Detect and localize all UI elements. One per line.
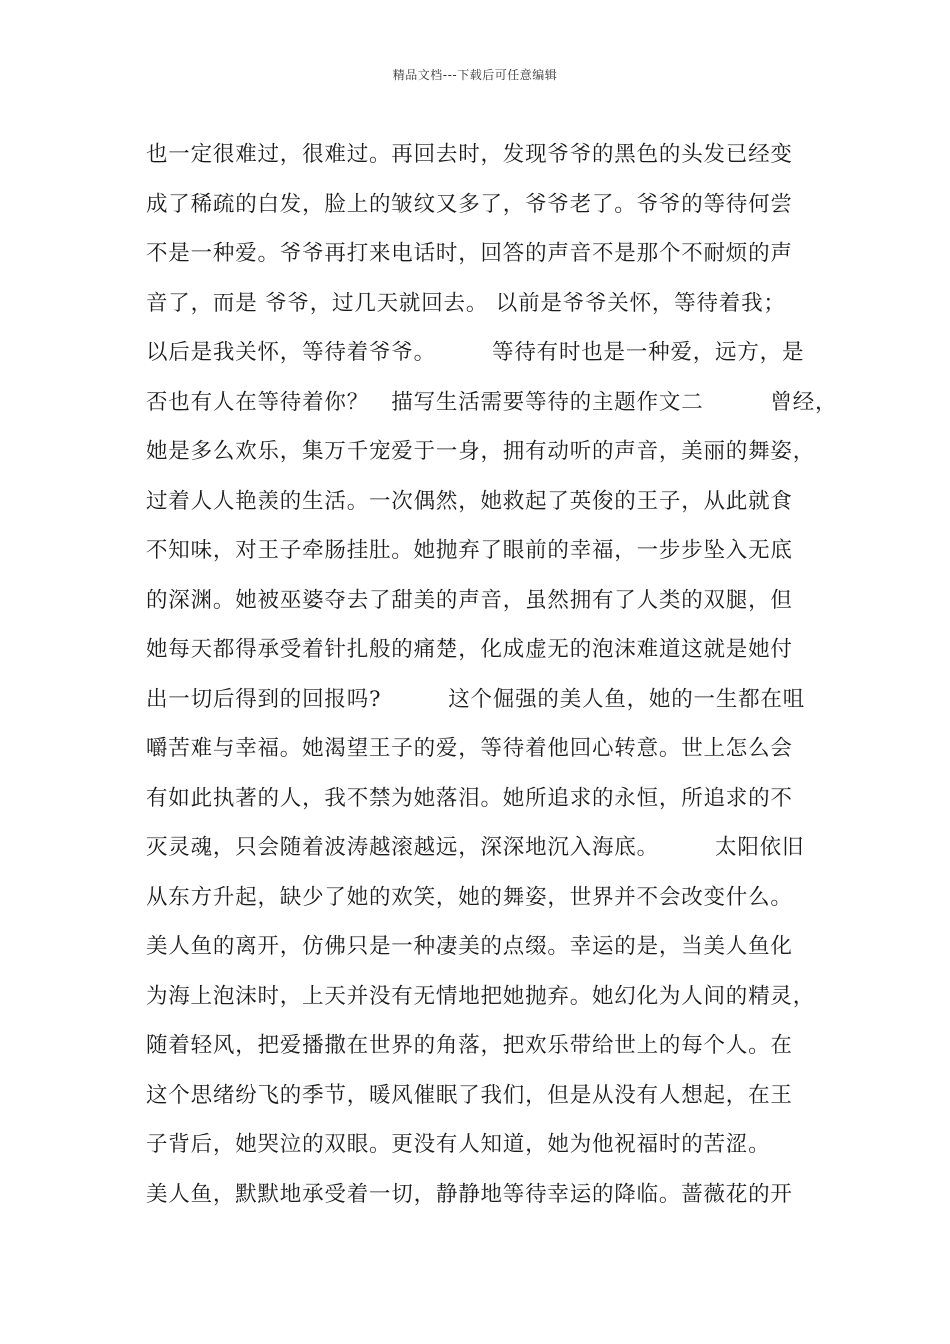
text-line: 的深渊。她被巫婆夺去了甜美的声音，虽然拥有了人类的双腿，但 — [146, 587, 793, 613]
text-line: 以后是我关怀，等待着爷爷。 等待有时也是一种爱，远方，是 — [146, 340, 805, 365]
text-line: 子背后，她哭泣的双眼。更没有人知道，她为他祝福时的苦涩。 — [146, 1132, 771, 1157]
text-line: 否也有人在等待着你？ 描写生活需要等待的主题作文二 曾经， — [146, 389, 838, 415]
page-header: 精品文档---下载后可任意编辑 — [392, 68, 558, 82]
text-line: 成了稀疏的白发，脸上的皱纹又多了，爷爷老了。爷爷的等待何尝 — [146, 191, 793, 217]
text-line: 美人鱼的离开，仿佛只是一种凄美的点缀。幸运的是，当美人鱼化 — [146, 934, 793, 959]
text-line: 不是一种爱。爷爷再打来电话时，回答的声音不是那个不耐烦的声 — [146, 241, 793, 266]
text-line: 这个思绪纷飞的季节，暖风催眠了我们，但是从没有人想起，在王 — [146, 1082, 793, 1108]
body-text — [146, 130, 838, 1219]
text-line: 灭灵魂，只会随着波涛越滚越远，深深地沉入海底。 太阳依旧 — [146, 835, 805, 860]
text-line: 过着人人艳羡的生活。一次偶然，她救起了英俊的王子，从此就食 — [146, 488, 793, 514]
text-line: 不知味，对王子牵肠挂肚。她抛弃了眼前的幸福，一步步坠入无底 — [146, 538, 793, 563]
text-line: 音了，而是 爷爷，过几天就回去。 以前是爷爷关怀，等待着我； — [146, 290, 786, 316]
text-line: 也一定很难过，很难过。再回去时，发现爷爷的黑色的头发已经变 — [146, 142, 793, 167]
text-line: 出一切后得到的回报吗? 这个倔强的美人鱼，她的一生都在咀 — [146, 686, 806, 712]
text-line: 她是多么欢乐，集万千宠爱于一身，拥有动听的声音，美丽的舞姿， — [146, 439, 816, 464]
text-line: 为海上泡沫时，上天并没有无情地把她抛弃。她幻化为人间的精灵， — [146, 983, 816, 1009]
text-line: 有如此执著的人，我不禁为她落泪。她所追求的永恒，所追求的不 — [146, 785, 793, 811]
text-line: 她每天都得承受着针扎般的痛楚，化成虚无的泡沫难道这就是她付 — [146, 637, 793, 662]
text-line: 美人鱼，默默地承受着一切，静静地等待幸运的降临。蔷薇花的开 — [146, 1181, 793, 1207]
text-line: 从东方升起，缺少了她的欢笑，她的舞姿，世界并不会改变什么。 — [146, 884, 793, 910]
text-line: 随着轻风，把爱播撒在世界的角落，把欢乐带给世上的每个人。在 — [146, 1033, 793, 1058]
text-line: 嚼苦难与幸福。她渴望王子的爱，等待着他回心转意。世上怎么会 — [146, 736, 793, 761]
